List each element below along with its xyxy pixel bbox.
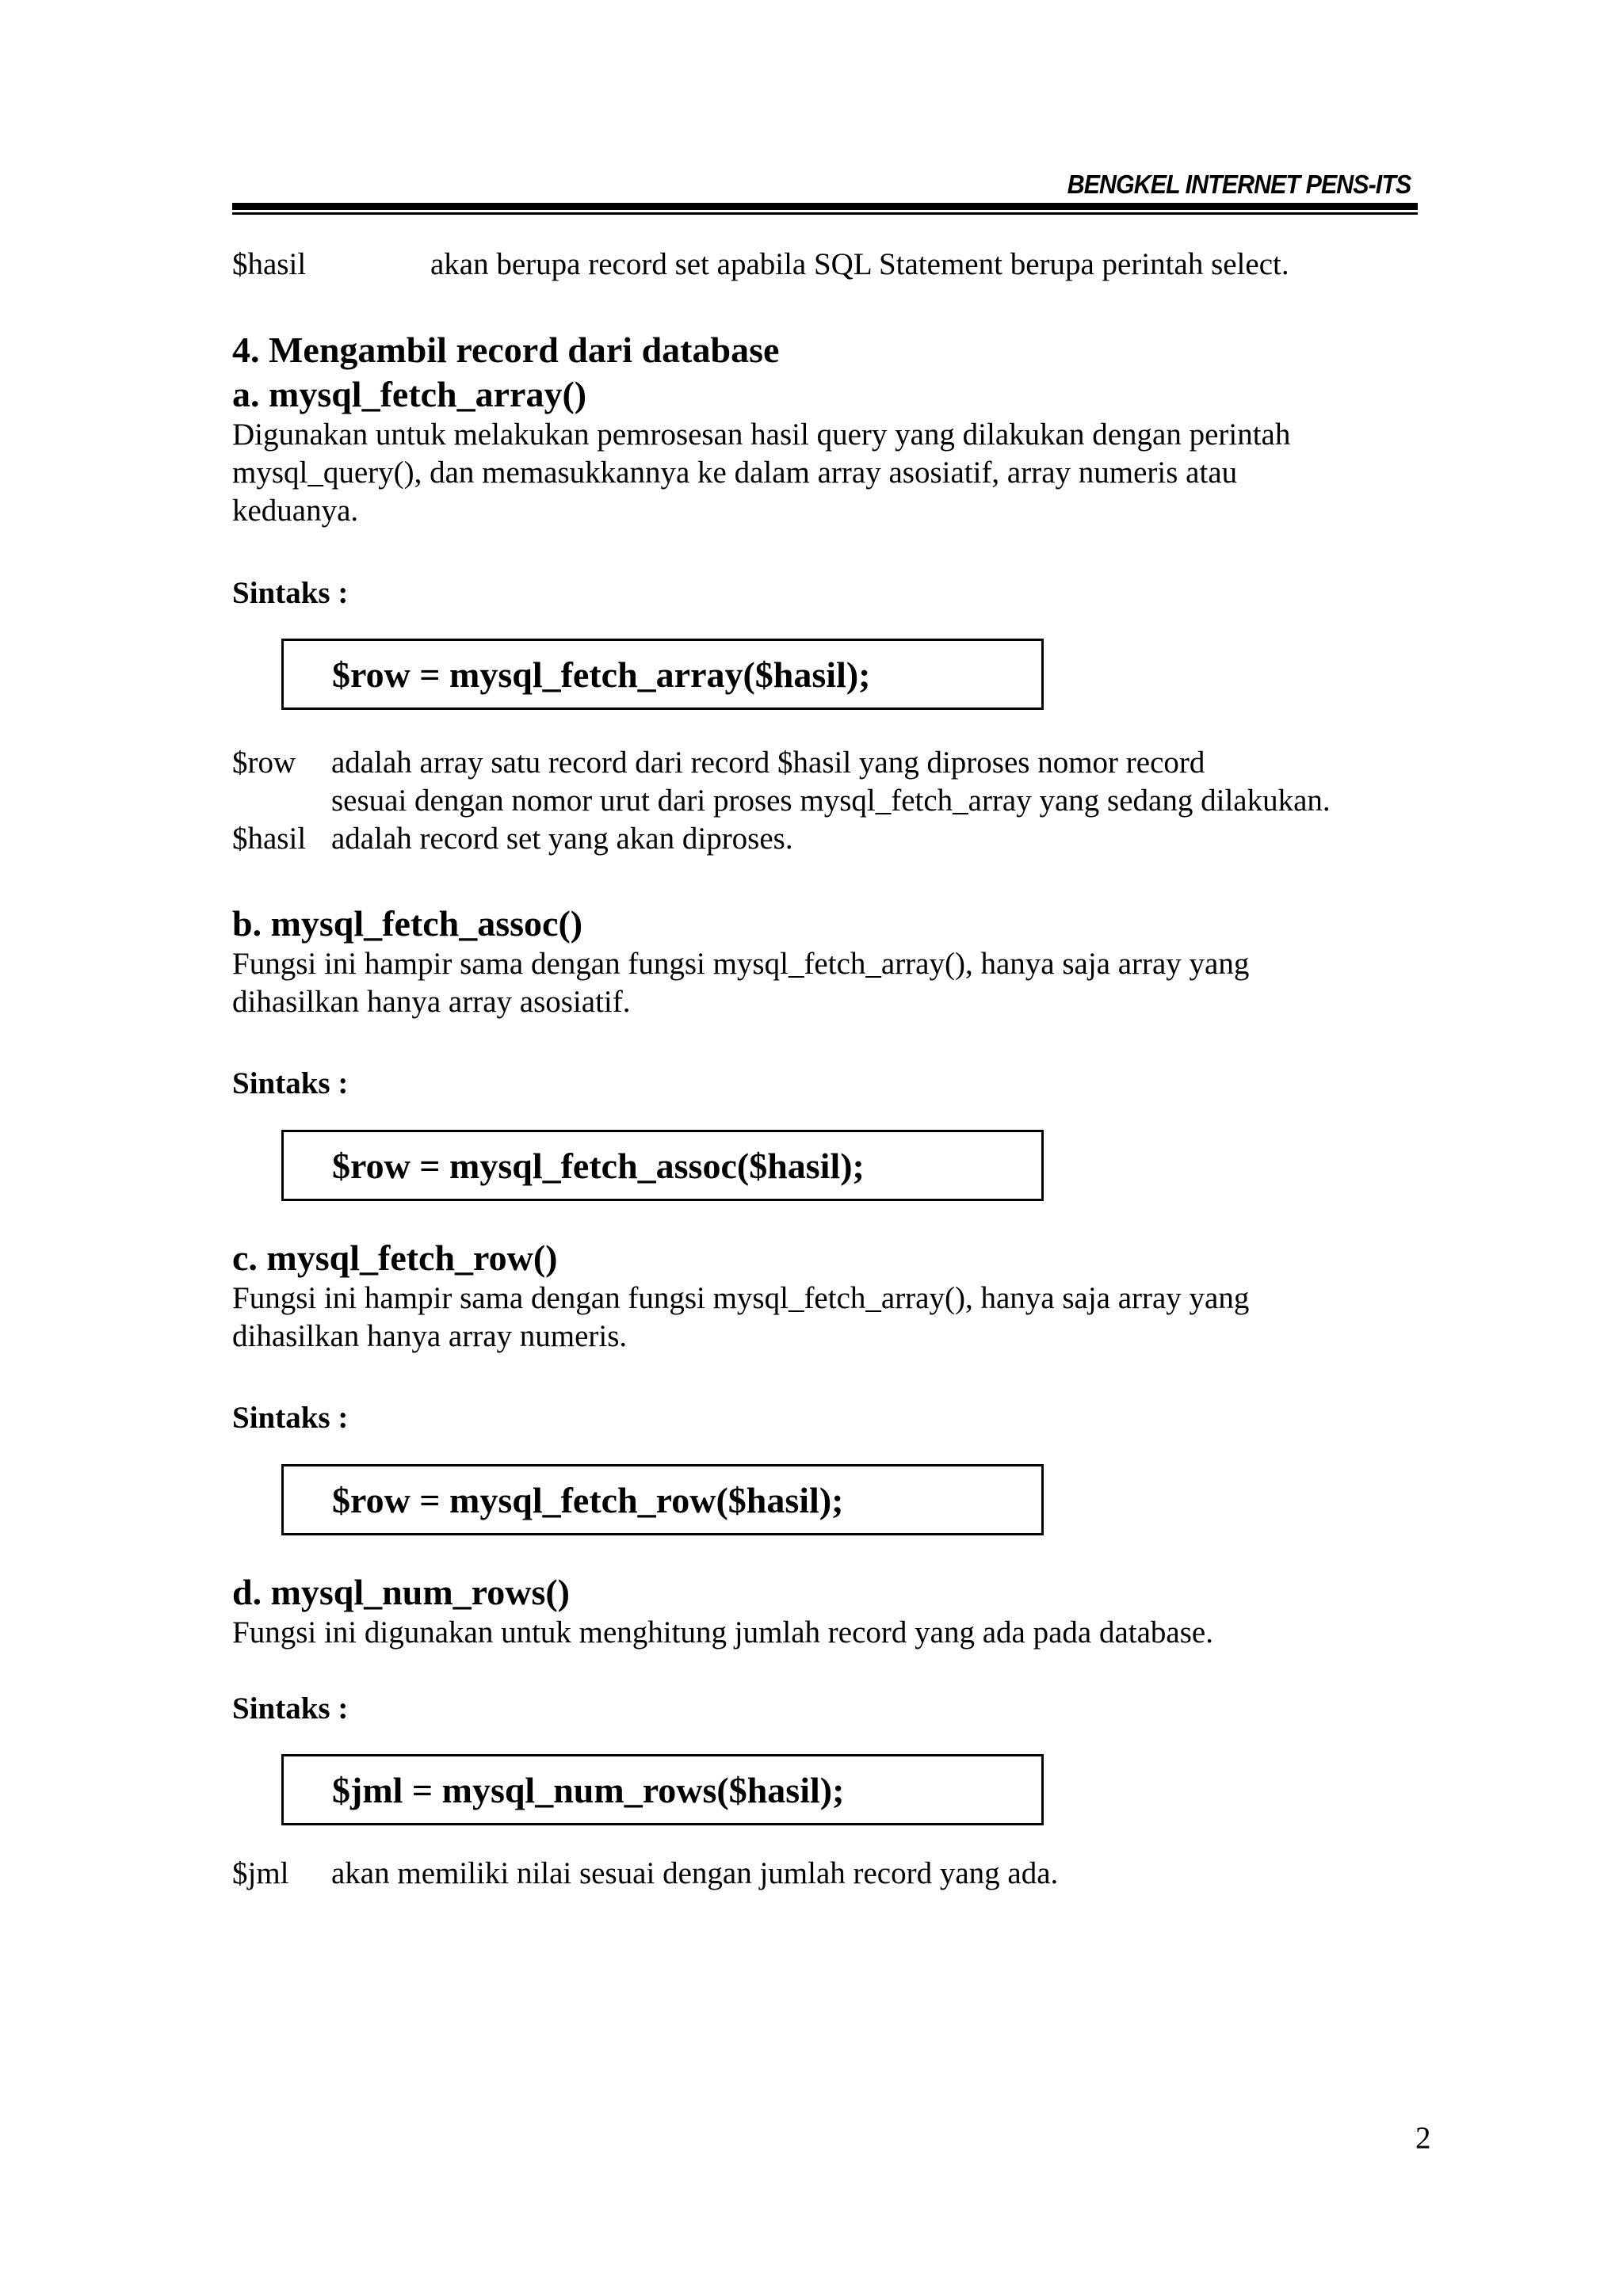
subsection-a-heading: a. mysql_fetch_array() [232, 374, 587, 414]
subsection-d-heading: d. mysql_num_rows() [232, 1572, 570, 1612]
code-snippet: $row = mysql_fetch_array($hasil); [332, 654, 871, 695]
section-heading: 4. Mengambil record dari database [232, 330, 780, 370]
subsection-a-body-line: mysql_query(), dan memasukkannya ke dalam array asosiatif, array numeris atau [232, 456, 1238, 490]
code-snippet: $row = mysql_fetch_row($hasil); [332, 1480, 844, 1520]
header-title: BENGKEL INTERNET PENS-ITS [1067, 170, 1411, 199]
intro-description: akan berupa record set apabila SQL Statement berupa perintah select. [430, 247, 1289, 281]
definition-term: $jml [232, 1856, 289, 1890]
syntax-label: Sintaks : [232, 1691, 349, 1726]
code-snippet: $jml = mysql_num_rows($hasil); [332, 1770, 845, 1810]
intro-term: $hasil [232, 247, 307, 281]
page-number: 2 [1415, 2121, 1431, 2155]
subsection-b-heading: b. mysql_fetch_assoc() [232, 903, 583, 944]
code-box [281, 1464, 1044, 1535]
subsection-a-body-line: keduanya. [232, 494, 359, 528]
code-box [281, 1130, 1044, 1201]
subsection-d-body-line: Fungsi ini digunakan untuk menghitung jumlah record yang ada pada database. [232, 1615, 1213, 1650]
subsection-c-heading: c. mysql_fetch_row() [232, 1238, 558, 1278]
code-box [281, 1754, 1044, 1825]
definition-term: $hasil [232, 822, 307, 856]
syntax-label: Sintaks : [232, 576, 349, 610]
definition-text: adalah record set yang akan diproses. [331, 822, 793, 856]
subsection-a-body-line: Digunakan untuk melakukan pemrosesan hasil query yang dilakukan dengan perintah [232, 418, 1291, 452]
syntax-label: Sintaks : [232, 1066, 349, 1100]
syntax-label: Sintaks : [232, 1401, 349, 1435]
definition-text: akan memiliki nilai sesuai dengan jumlah record yang ada. [331, 1856, 1059, 1890]
definition-text: adalah array satu record dari record $hasil yang diproses nomor record [331, 746, 1205, 780]
subsection-c-body-line: dihasilkan hanya array numeris. [232, 1319, 628, 1353]
header-rule-thin [232, 212, 1418, 215]
code-box [281, 639, 1044, 710]
header-rule [232, 203, 1418, 210]
code-snippet: $row = mysql_fetch_assoc($hasil); [332, 1146, 865, 1186]
subsection-b-body-line: Fungsi ini hampir sama dengan fungsi mysql_fetch_array(), hanya saja array yang [232, 947, 1250, 981]
definition-term: $row [232, 746, 296, 780]
subsection-c-body-line: Fungsi ini hampir sama dengan fungsi mysql_fetch_array(), hanya saja array yang [232, 1281, 1250, 1315]
subsection-b-body-line: dihasilkan hanya array asosiatif. [232, 985, 631, 1019]
definition-text: sesuai dengan nomor urut dari proses mysql_fetch_array yang sedang dilakukan. [331, 784, 1331, 818]
